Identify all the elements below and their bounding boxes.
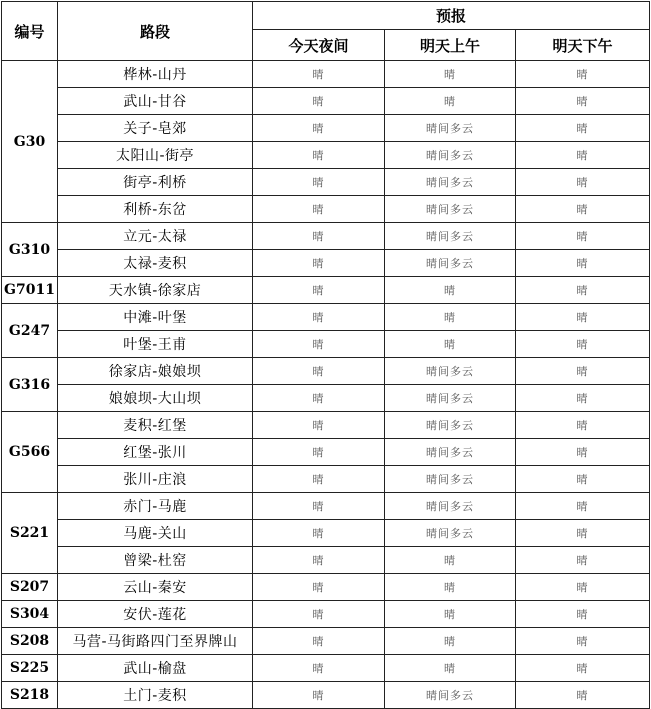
road-code-cell: S221 [2, 493, 58, 574]
tonight-weather-cell: 晴 [253, 655, 385, 682]
segment-cell: 利桥-东岔 [58, 196, 253, 223]
road-code-cell: S225 [2, 655, 58, 682]
segment-cell: 桦林-山丹 [58, 61, 253, 88]
header-row-top [2, 2, 650, 30]
segment-cell: 土门-麦积 [58, 682, 253, 709]
table-row [2, 493, 650, 520]
afternoon-weather-cell: 晴 [516, 682, 650, 709]
afternoon-weather-cell: 晴 [516, 466, 650, 493]
segment-cell: 天水镇-徐家店 [58, 277, 253, 304]
table-body [2, 61, 650, 709]
road-code-cell: G30 [2, 61, 58, 223]
road-code-cell: S304 [2, 601, 58, 628]
table-row [2, 88, 650, 115]
afternoon-weather-cell: 晴 [516, 601, 650, 628]
afternoon-weather-cell: 晴 [516, 331, 650, 358]
afternoon-weather-cell: 晴 [516, 358, 650, 385]
afternoon-weather-cell: 晴 [516, 304, 650, 331]
road-weather-forecast-table [1, 1, 650, 709]
tonight-weather-cell: 晴 [253, 115, 385, 142]
table-row [2, 628, 650, 655]
morning-weather-cell: 晴 [385, 331, 516, 358]
segment-cell: 麦积-红堡 [58, 412, 253, 439]
table-row [2, 304, 650, 331]
tomorrow-morning-header: 明天上午 [385, 30, 516, 61]
segment-cell: 武山-甘谷 [58, 88, 253, 115]
segment-cell: 张川-庄浪 [58, 466, 253, 493]
afternoon-weather-cell: 晴 [516, 88, 650, 115]
tonight-weather-cell: 晴 [253, 277, 385, 304]
segment-cell: 太阳山-街亭 [58, 142, 253, 169]
tonight-weather-cell: 晴 [253, 331, 385, 358]
morning-weather-cell: 晴间多云 [385, 682, 516, 709]
tonight-weather-cell: 晴 [253, 601, 385, 628]
table-row [2, 277, 650, 304]
road-code-cell: S208 [2, 628, 58, 655]
segment-cell: 马鹿-关山 [58, 520, 253, 547]
tonight-weather-cell: 晴 [253, 493, 385, 520]
morning-weather-cell: 晴间多云 [385, 493, 516, 520]
segment-cell: 曾梁-杜窑 [58, 547, 253, 574]
tonight-weather-cell: 晴 [253, 358, 385, 385]
morning-weather-cell: 晴间多云 [385, 250, 516, 277]
code-header: 编号 [2, 2, 58, 61]
morning-weather-cell: 晴 [385, 574, 516, 601]
afternoon-weather-cell: 晴 [516, 277, 650, 304]
morning-weather-cell: 晴间多云 [385, 466, 516, 493]
morning-weather-cell: 晴 [385, 88, 516, 115]
table-row [2, 358, 650, 385]
afternoon-weather-cell: 晴 [516, 250, 650, 277]
segment-cell: 徐家店-娘娘坝 [58, 358, 253, 385]
segment-cell: 立元-太禄 [58, 223, 253, 250]
tonight-weather-cell: 晴 [253, 61, 385, 88]
afternoon-weather-cell: 晴 [516, 115, 650, 142]
morning-weather-cell: 晴 [385, 304, 516, 331]
morning-weather-cell: 晴间多云 [385, 169, 516, 196]
table-row [2, 115, 650, 142]
tonight-weather-cell: 晴 [253, 304, 385, 331]
morning-weather-cell: 晴间多云 [385, 412, 516, 439]
table-row [2, 223, 650, 250]
road-code-cell: G7011 [2, 277, 58, 304]
afternoon-weather-cell: 晴 [516, 493, 650, 520]
segment-cell: 关子-皂郊 [58, 115, 253, 142]
table-row [2, 574, 650, 601]
segment-cell: 街亭-利桥 [58, 169, 253, 196]
table-row [2, 655, 650, 682]
table-row [2, 412, 650, 439]
afternoon-weather-cell: 晴 [516, 169, 650, 196]
segment-cell: 武山-榆盘 [58, 655, 253, 682]
tonight-weather-cell: 晴 [253, 520, 385, 547]
road-code-cell: S207 [2, 574, 58, 601]
afternoon-weather-cell: 晴 [516, 61, 650, 88]
table-row [2, 250, 650, 277]
road-code-cell: G566 [2, 412, 58, 493]
morning-weather-cell: 晴 [385, 277, 516, 304]
tomorrow-afternoon-header: 明天下午 [516, 30, 650, 61]
morning-weather-cell: 晴 [385, 601, 516, 628]
afternoon-weather-cell: 晴 [516, 574, 650, 601]
table-row [2, 682, 650, 709]
tonight-weather-cell: 晴 [253, 628, 385, 655]
afternoon-weather-cell: 晴 [516, 547, 650, 574]
afternoon-weather-cell: 晴 [516, 142, 650, 169]
tonight-weather-cell: 晴 [253, 88, 385, 115]
table-row [2, 331, 650, 358]
afternoon-weather-cell: 晴 [516, 385, 650, 412]
table-row [2, 547, 650, 574]
tonight-weather-cell: 晴 [253, 250, 385, 277]
table-row [2, 169, 650, 196]
tonight-weather-cell: 晴 [253, 196, 385, 223]
morning-weather-cell: 晴间多云 [385, 439, 516, 466]
segment-cell: 中滩-叶堡 [58, 304, 253, 331]
afternoon-weather-cell: 晴 [516, 628, 650, 655]
segment-cell: 太禄-麦积 [58, 250, 253, 277]
road-code-cell: G310 [2, 223, 58, 277]
table-row [2, 142, 650, 169]
morning-weather-cell: 晴 [385, 547, 516, 574]
segment-cell: 马营-马街路四门至界牌山 [58, 628, 253, 655]
afternoon-weather-cell: 晴 [516, 223, 650, 250]
tonight-weather-cell: 晴 [253, 169, 385, 196]
road-code-cell: S218 [2, 682, 58, 709]
morning-weather-cell: 晴 [385, 655, 516, 682]
tonight-weather-cell: 晴 [253, 547, 385, 574]
tonight-weather-cell: 晴 [253, 385, 385, 412]
segment-cell: 云山-秦安 [58, 574, 253, 601]
segment-cell: 红堡-张川 [58, 439, 253, 466]
table-row [2, 385, 650, 412]
tonight-weather-cell: 晴 [253, 142, 385, 169]
afternoon-weather-cell: 晴 [516, 439, 650, 466]
tonight-weather-cell: 晴 [253, 466, 385, 493]
tonight-weather-cell: 晴 [253, 223, 385, 250]
morning-weather-cell: 晴 [385, 628, 516, 655]
tonight-weather-cell: 晴 [253, 412, 385, 439]
segment-cell: 赤门-马鹿 [58, 493, 253, 520]
afternoon-weather-cell: 晴 [516, 655, 650, 682]
morning-weather-cell: 晴间多云 [385, 115, 516, 142]
afternoon-weather-cell: 晴 [516, 196, 650, 223]
table-row [2, 520, 650, 547]
morning-weather-cell: 晴间多云 [385, 142, 516, 169]
morning-weather-cell: 晴间多云 [385, 385, 516, 412]
tonight-weather-cell: 晴 [253, 682, 385, 709]
table-row [2, 439, 650, 466]
table-row [2, 196, 650, 223]
table-row [2, 61, 650, 88]
road-code-cell: G247 [2, 304, 58, 358]
morning-weather-cell: 晴 [385, 61, 516, 88]
segment-cell: 叶堡-王甫 [58, 331, 253, 358]
morning-weather-cell: 晴间多云 [385, 358, 516, 385]
table-row [2, 601, 650, 628]
segment-cell: 娘娘坝-大山坝 [58, 385, 253, 412]
segment-cell: 安伏-莲花 [58, 601, 253, 628]
table-row [2, 466, 650, 493]
tonight-weather-cell: 晴 [253, 574, 385, 601]
tonight-header: 今天夜间 [253, 30, 385, 61]
segment-header: 路段 [58, 2, 253, 61]
morning-weather-cell: 晴间多云 [385, 223, 516, 250]
afternoon-weather-cell: 晴 [516, 412, 650, 439]
morning-weather-cell: 晴间多云 [385, 520, 516, 547]
morning-weather-cell: 晴间多云 [385, 196, 516, 223]
tonight-weather-cell: 晴 [253, 439, 385, 466]
road-code-cell: G316 [2, 358, 58, 412]
afternoon-weather-cell: 晴 [516, 520, 650, 547]
forecast-header: 预报 [253, 2, 650, 30]
